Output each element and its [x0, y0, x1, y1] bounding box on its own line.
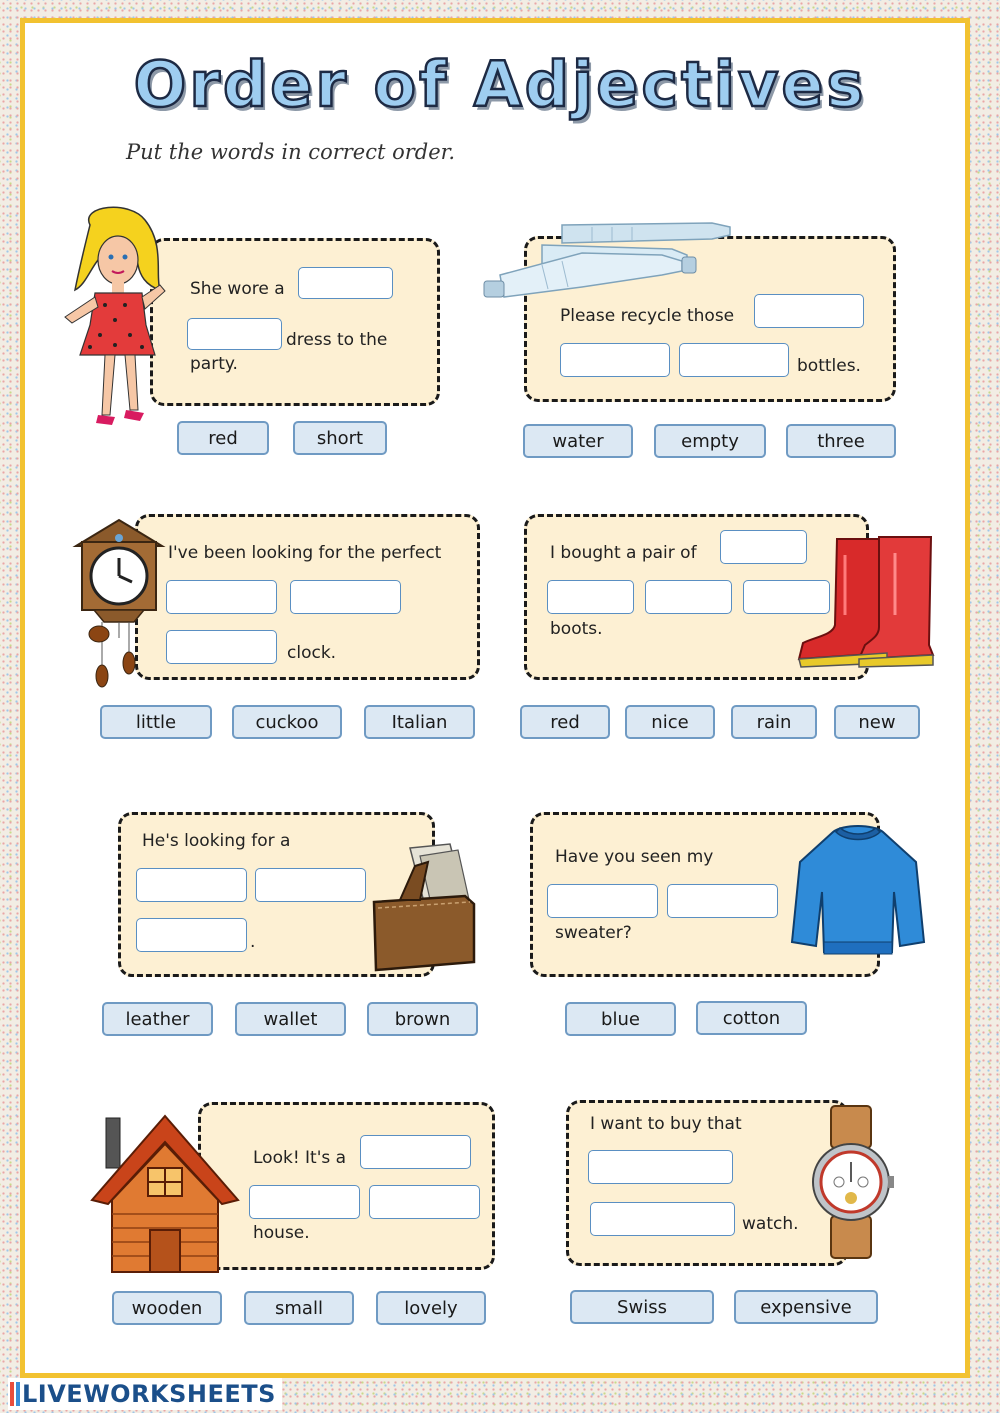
exercise-4-blank-2[interactable]	[547, 580, 634, 614]
exercise-1-option-red[interactable]: red	[177, 421, 269, 455]
liveworksheets-logo-text: LIVEWORKSHEETS	[22, 1380, 276, 1408]
exercise-7-text-1: Look! It's a	[253, 1148, 347, 1168]
exercise-1-blank-1[interactable]	[298, 267, 393, 299]
blue-sweater-image	[788, 822, 928, 962]
exercise-2-text-2: bottles.	[797, 356, 861, 376]
exercise-6-blank-1[interactable]	[547, 884, 658, 918]
exercise-4-option-rain[interactable]: rain	[731, 705, 817, 739]
exercise-7-blank-1[interactable]	[360, 1135, 471, 1169]
exercise-7-option-wooden[interactable]: wooden	[112, 1291, 222, 1325]
exercise-2-blank-3[interactable]	[679, 343, 789, 377]
plastic-bottles-image	[482, 205, 742, 305]
exercise-3-text-1: I've been looking for the perfect	[168, 543, 442, 563]
instruction-text: Put the words in correct order.	[126, 140, 456, 164]
exercise-7-blank-3[interactable]	[369, 1185, 480, 1219]
exercise-8-text-1: I want to buy that	[590, 1114, 742, 1134]
exercise-2-blank-2[interactable]	[560, 343, 670, 377]
exercise-2-option-three[interactable]: three	[786, 424, 896, 458]
exercise-8-option-expensive[interactable]: expensive	[734, 1290, 878, 1324]
exercise-4-option-nice[interactable]: nice	[625, 705, 715, 739]
exercise-3-text-2: clock.	[287, 643, 337, 663]
exercise-1-text-1: She wore a	[190, 279, 285, 299]
exercise-6-blank-2[interactable]	[667, 884, 778, 918]
exercise-2-option-water[interactable]: water	[523, 424, 633, 458]
exercise-5-text-2: .	[250, 932, 256, 952]
exercise-7-option-small[interactable]: small	[244, 1291, 354, 1325]
exercise-2-blank-1[interactable]	[754, 294, 864, 328]
wooden-house-image	[90, 1112, 240, 1277]
exercise-1-text-2: dress to the	[286, 330, 388, 350]
exercise-5-text-1: He's looking for a	[142, 831, 291, 851]
wrist-watch-image	[806, 1104, 896, 1260]
exercise-3-option-little[interactable]: little	[100, 705, 212, 739]
exercise-8-blank-1[interactable]	[588, 1150, 733, 1184]
rain-boots-image	[795, 535, 940, 670]
exercise-5-blank-1[interactable]	[136, 868, 247, 902]
exercise-7-option-lovely[interactable]: lovely	[376, 1291, 486, 1325]
exercise-1-option-short[interactable]: short	[293, 421, 387, 455]
exercise-7-text-2: house.	[253, 1223, 310, 1243]
cuckoo-clock-image	[74, 518, 164, 688]
exercise-8-option-swiss[interactable]: Swiss	[570, 1290, 714, 1324]
exercise-5-option-brown[interactable]: brown	[367, 1002, 478, 1036]
exercise-4-option-red[interactable]: red	[520, 705, 610, 739]
exercise-5-blank-2[interactable]	[255, 868, 366, 902]
exercise-5-blank-3[interactable]	[136, 918, 247, 952]
exercise-7-blank-2[interactable]	[249, 1185, 360, 1219]
liveworksheets-logo	[8, 1378, 282, 1410]
wallet-image	[370, 842, 480, 972]
exercise-6-text-2: sweater?	[555, 923, 632, 943]
exercise-4-text-2: boots.	[550, 619, 603, 639]
exercise-3-option-italian[interactable]: Italian	[364, 705, 475, 739]
exercise-3-blank-3[interactable]	[166, 630, 277, 664]
exercise-6-option-blue[interactable]: blue	[565, 1002, 676, 1036]
exercise-4-option-new[interactable]: new	[834, 705, 920, 739]
exercise-2-text-1: Please recycle those	[560, 306, 735, 326]
exercise-2-option-empty[interactable]: empty	[654, 424, 766, 458]
woman-in-red-dress-image	[60, 205, 170, 435]
liveworksheets-logo-icon	[8, 1380, 22, 1408]
exercise-1-text-3: party.	[190, 354, 238, 374]
exercise-5-option-leather[interactable]: leather	[102, 1002, 213, 1036]
page-title: Order of Adjectives	[133, 48, 867, 121]
exercise-6-text-1: Have you seen my	[555, 847, 714, 867]
exercise-3-blank-2[interactable]	[290, 580, 401, 614]
exercise-4-blank-3[interactable]	[645, 580, 732, 614]
exercise-5-option-wallet[interactable]: wallet	[235, 1002, 346, 1036]
exercise-1-blank-2[interactable]	[187, 318, 282, 350]
exercise-8-text-2: watch.	[742, 1214, 799, 1234]
exercise-4-blank-1[interactable]	[720, 530, 807, 564]
exercise-4-text-1: I bought a pair of	[550, 543, 697, 563]
exercise-3-option-cuckoo[interactable]: cuckoo	[232, 705, 342, 739]
exercise-3-blank-1[interactable]	[166, 580, 277, 614]
exercise-6-option-cotton[interactable]: cotton	[696, 1001, 807, 1035]
exercise-8-blank-2[interactable]	[590, 1202, 735, 1236]
